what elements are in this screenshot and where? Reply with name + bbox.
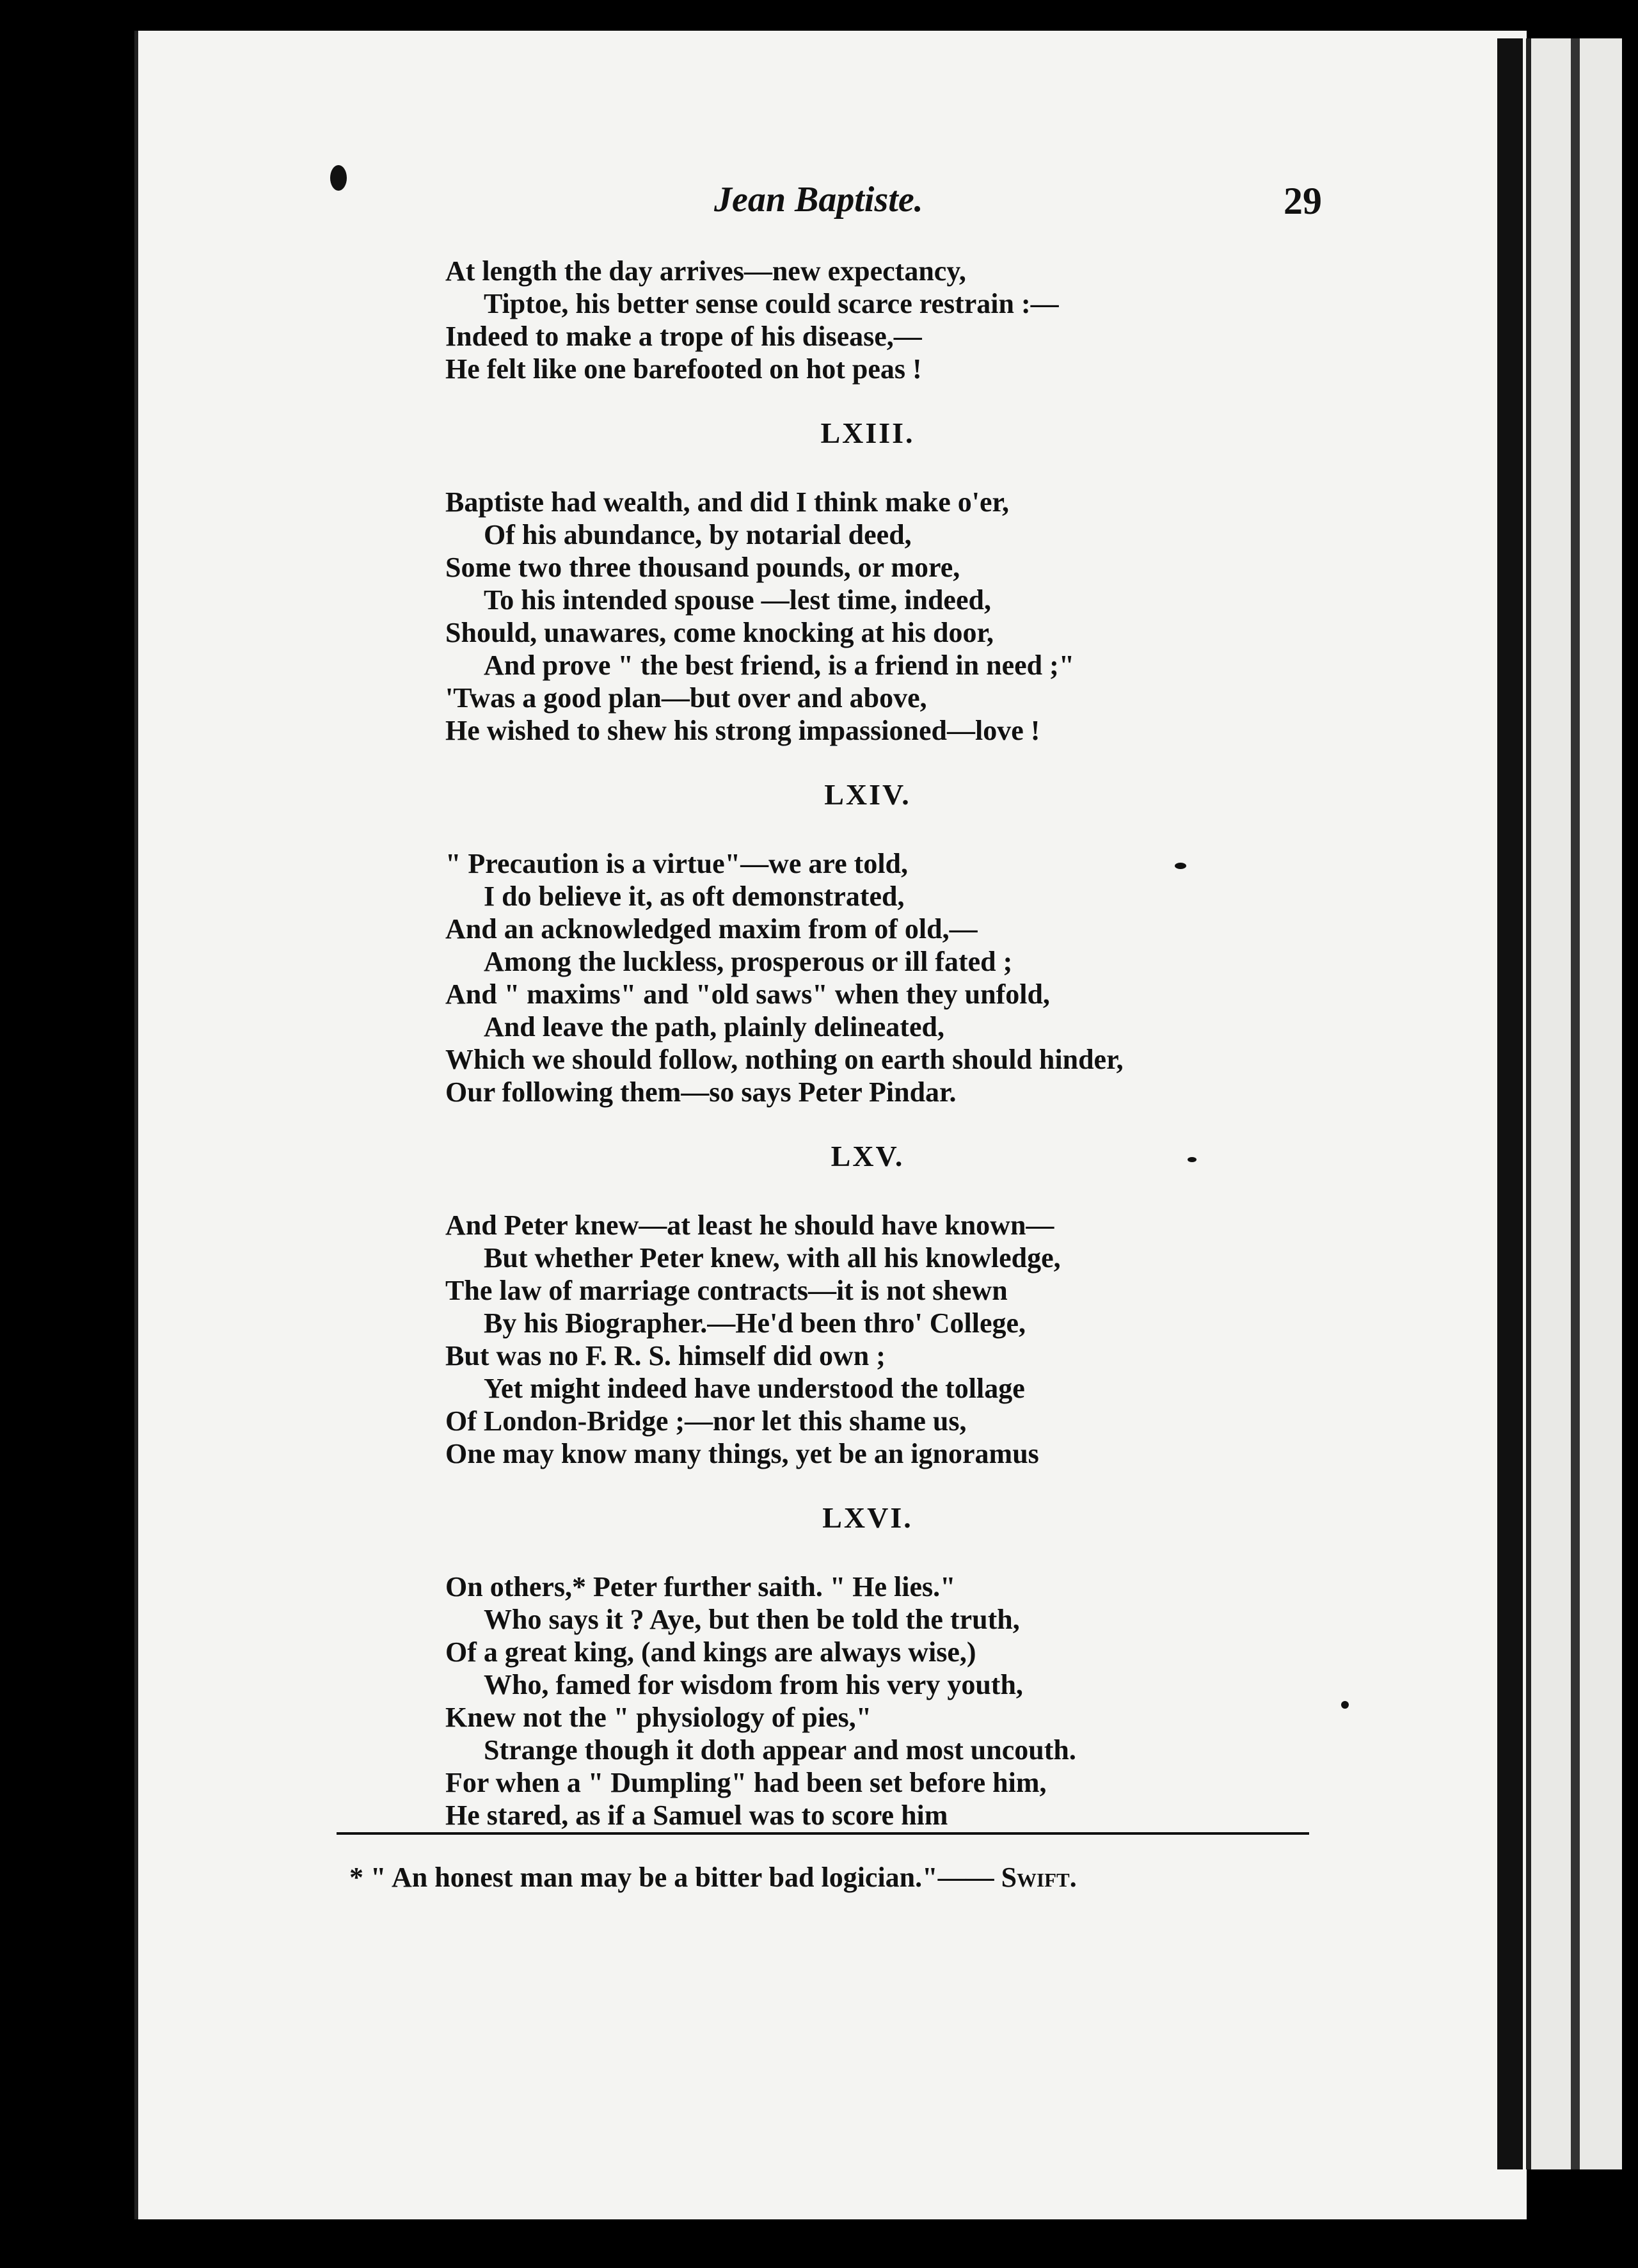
verse-line: The law of marriage contracts—it is not shewn	[445, 1275, 1008, 1306]
verse-line: One may know many things, yet be an ignoramus	[445, 1438, 1039, 1469]
verse-line: 'Twas a good plan—but over and above,	[445, 682, 927, 714]
verse-line: Some two three thousand pounds, or more,	[445, 552, 960, 583]
verse-line: Among the luckless, prosperous or ill fated ;	[484, 946, 1013, 977]
verse-line: Of his abundance, by notarial deed,	[484, 519, 912, 550]
verse-line: But was no F. R. S. himself did own ;	[445, 1340, 886, 1371]
verse-line: By his Biographer.—He'd been thro' College,	[484, 1307, 1026, 1339]
page-edge-shadow	[1497, 38, 1523, 2169]
verse-line: And an acknowledged maxim from of old,—	[445, 913, 978, 945]
stanza-number: LXIII.	[820, 417, 915, 449]
verse-line: And " maxims" and "old saws" when they unfold,	[445, 978, 1050, 1010]
footnote-text: * " An honest man may be a bitter bad logician."——	[349, 1862, 994, 1893]
verse-line: " Precaution is a virtue"—we are told,	[445, 848, 909, 879]
verse-line: On others,* Peter further saith. " He lies."	[445, 1571, 956, 1602]
stanza-number: LXIV.	[824, 778, 911, 811]
verse-line: He wished to shew his strong impassioned—love !	[445, 715, 1040, 746]
page-number: 29	[1284, 180, 1322, 222]
ink-blot	[330, 165, 347, 191]
verse-line: Which we should follow, nothing on earth should hinder,	[445, 1044, 1124, 1075]
verse-line: I do believe it, as oft demonstrated,	[484, 881, 905, 912]
footnote-rule	[337, 1832, 1309, 1835]
verse-line: Of London-Bridge ;—nor let this shame us,	[445, 1405, 967, 1437]
poem-body	[445, 255, 1501, 1832]
verse-line: Yet might indeed have understood the tollage	[484, 1373, 1025, 1404]
ink-speck	[1188, 1157, 1197, 1162]
verse-line: And prove " the best friend, is a friend in need ;"	[484, 650, 1075, 681]
verse-line: At length the day arrives—new expectancy,	[445, 255, 966, 287]
verse-line: Who says it ? Aye, but then be told the truth,	[484, 1604, 1020, 1635]
running-title: Jean Baptiste.	[714, 180, 923, 220]
verse-line: Who, famed for wisdom from his very youth,	[484, 1669, 1023, 1700]
verse-line: Tiptoe, his better sense could scarce restrain :—	[484, 288, 1059, 319]
verse-line: Strange though it doth appear and most uncouth.	[484, 1734, 1076, 1766]
book-page	[134, 31, 1527, 2219]
verse-line: He felt like one barefooted on hot peas !	[445, 353, 922, 385]
verse-line: He stared, as if a Samuel was to score him	[445, 1800, 948, 1831]
verse-line: But whether Peter knew, with all his knowledge,	[484, 1242, 1061, 1274]
stanza-number: LXVI.	[822, 1501, 913, 1534]
stanza-number: LXV.	[831, 1140, 905, 1172]
verse-line: And leave the path, plainly delineated,	[484, 1011, 944, 1042]
page-header	[138, 179, 1527, 230]
ink-speck	[1341, 1701, 1349, 1709]
verse-line: Our following them—so says Peter Pindar.	[445, 1076, 957, 1108]
verse-line: Baptiste had wealth, and did I think make o'er,	[445, 486, 1010, 518]
ink-speck	[1175, 863, 1186, 869]
verse-line: For when a " Dumpling" had been set before him,	[445, 1767, 1047, 1798]
verse-line: Of a great king, (and kings are always wise,)	[445, 1636, 976, 1668]
footnote-attribution: Swift.	[1001, 1862, 1077, 1893]
verse-line: Should, unawares, come knocking at his door,	[445, 617, 994, 648]
facing-page-edge	[1526, 38, 1622, 2169]
verse-line: To his intended spouse —lest time, indeed,	[484, 584, 991, 616]
verse-line: Indeed to make a trope of his disease,—	[445, 321, 922, 352]
verse-line: Knew not the " physiology of pies,"	[445, 1702, 872, 1733]
verse-line: And Peter knew—at least he should have known—	[445, 1210, 1054, 1241]
footnote	[349, 1861, 1077, 1894]
